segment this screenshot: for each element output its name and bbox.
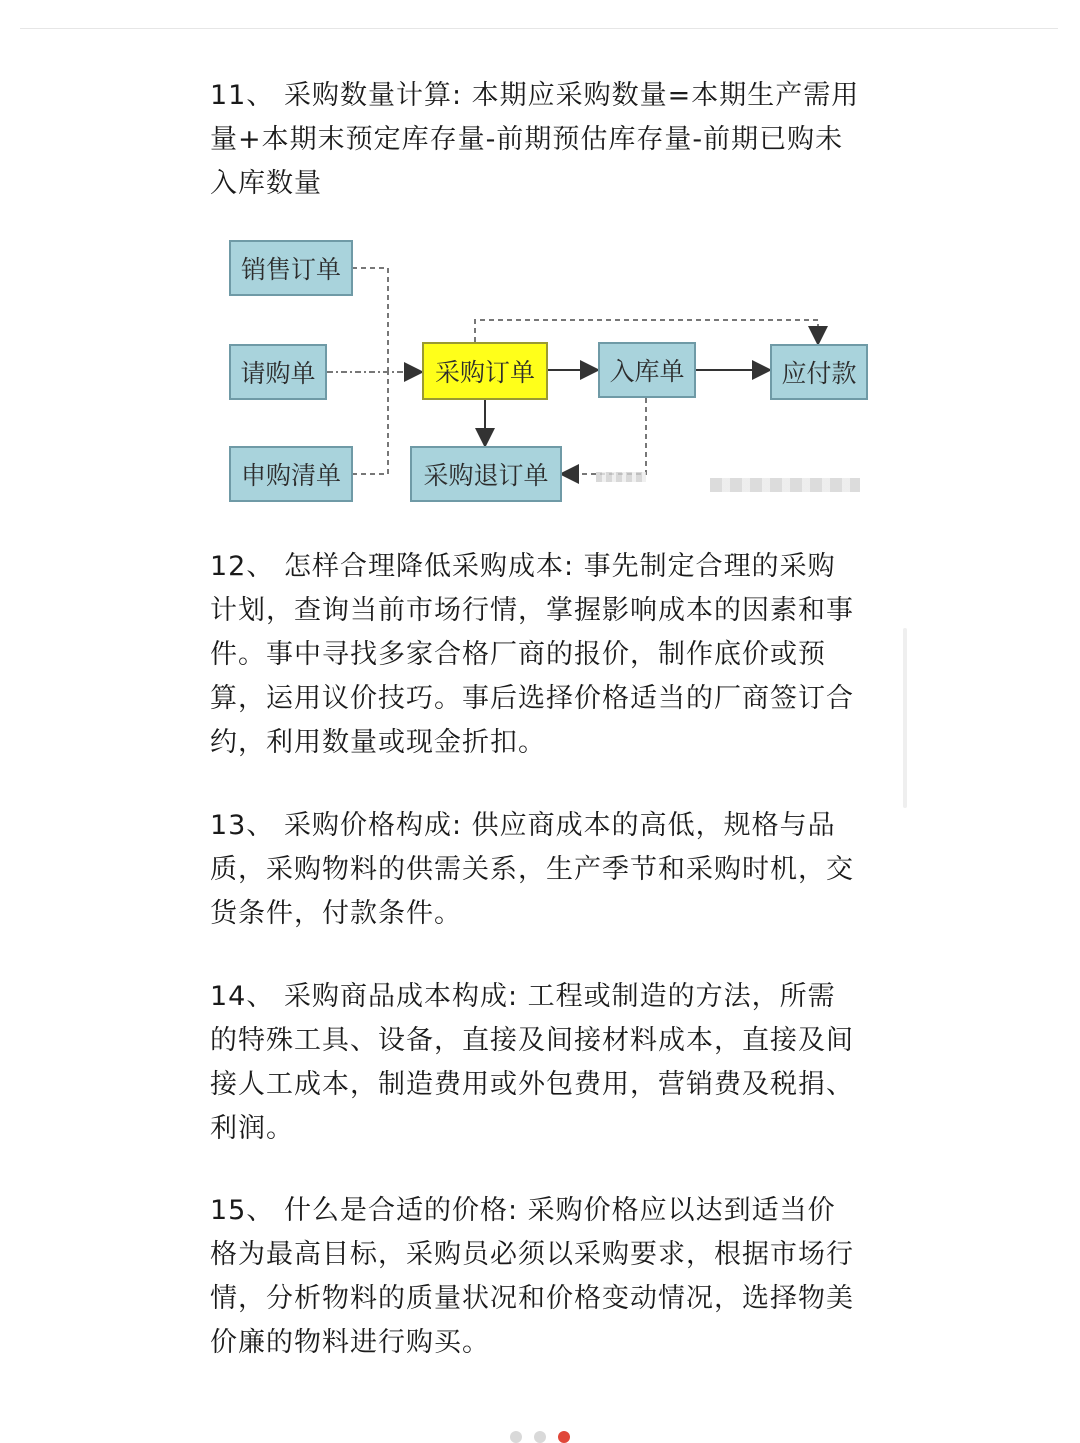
item-13 (210, 804, 875, 936)
item-text: 货条件，付款条件。 (210, 898, 462, 929)
item-12-line-1 (210, 545, 875, 589)
item-text: 工程或制造的方法，所需 (527, 981, 836, 1012)
item-number: 15、 (210, 1195, 275, 1226)
item-number: 12、 (210, 551, 275, 582)
item-text: 算，运用议价技巧。事后选择价格适当的厂商签订合 (210, 683, 854, 714)
node-warehouse-receipt: 入库单 (598, 342, 696, 398)
item-text: 接人工成本，制造费用或外包费用，营销费及税捐、 (210, 1069, 854, 1100)
item-text: 事先制定合理的采购 (583, 551, 836, 582)
blurred-watermark-mark (596, 472, 646, 482)
item-title: 采购价格构成: (283, 810, 463, 841)
item-text: 情，分析物料的质量状况和价格变动情况，选择物美 (210, 1283, 854, 1314)
item-text: 入库数量 (210, 168, 322, 199)
item-11-line-1 (210, 74, 875, 118)
item-number: 13、 (210, 810, 275, 841)
node-purchase-order: 采购订单 (422, 342, 548, 400)
connector-apply-to-order (352, 372, 388, 474)
node-purchase-request: 请购单 (229, 344, 327, 400)
item-text: 价廉的物料进行购买。 (210, 1327, 490, 1358)
node-purchase-return: 采购退订单 (410, 446, 562, 502)
node-sales-order: 销售订单 (229, 240, 353, 296)
item-14-line-1 (210, 975, 875, 1019)
item-12 (210, 545, 875, 765)
connector-order-to-payable (475, 320, 818, 342)
item-13-line-1 (210, 804, 875, 848)
item-text: 约，利用数量或现金折扣。 (210, 727, 546, 758)
item-text: 件。事中寻找多家合格厂商的报价，制作底价或预 (210, 639, 826, 670)
connector-receipt-to-return (563, 398, 646, 474)
connector-sales-to-order (352, 268, 388, 372)
item-text: 采购价格应以达到适当价 (527, 1195, 836, 1226)
item-number: 11、 (210, 80, 275, 111)
page-dot-1[interactable] (510, 1431, 522, 1443)
item-text: 供应商成本的高低，规格与品 (471, 810, 836, 841)
item-text: 量+本期末预定库存量-前期预估库存量-前期已购未 (210, 124, 844, 155)
item-text: 本期应采购数量=本期生产需用 (471, 80, 860, 111)
blurred-watermark (710, 478, 860, 492)
item-title: 怎样合理降低采购成本: (283, 551, 575, 582)
node-accounts-payable: 应付款 (770, 344, 868, 400)
item-14 (210, 975, 875, 1151)
item-text: 计划，查询当前市场行情，掌握影响成本的因素和事 (210, 595, 854, 626)
procurement-flow-diagram (222, 228, 882, 518)
page-dot-2[interactable] (534, 1431, 546, 1443)
item-title: 采购数量计算: (283, 80, 463, 111)
item-15-line-1 (210, 1189, 875, 1233)
top-divider (20, 28, 1058, 29)
item-15 (210, 1189, 875, 1365)
item-title: 采购商品成本构成: (283, 981, 519, 1012)
node-purchase-apply-list: 申购清单 (229, 446, 353, 502)
item-number: 14、 (210, 981, 275, 1012)
item-11 (210, 74, 875, 206)
scrollbar[interactable] (903, 628, 907, 808)
item-text: 格为最高目标，采购员必须以采购要求，根据市场行 (210, 1239, 854, 1270)
item-text: 的特殊工具、设备，直接及间接材料成本，直接及间 (210, 1025, 854, 1056)
page-indicator[interactable] (510, 1431, 580, 1439)
item-text: 质，采购物料的供需关系，生产季节和采购时机，交 (210, 854, 854, 885)
item-text: 利润。 (210, 1113, 294, 1144)
page-dot-3-active[interactable] (558, 1431, 570, 1443)
item-title: 什么是合适的价格: (283, 1195, 519, 1226)
